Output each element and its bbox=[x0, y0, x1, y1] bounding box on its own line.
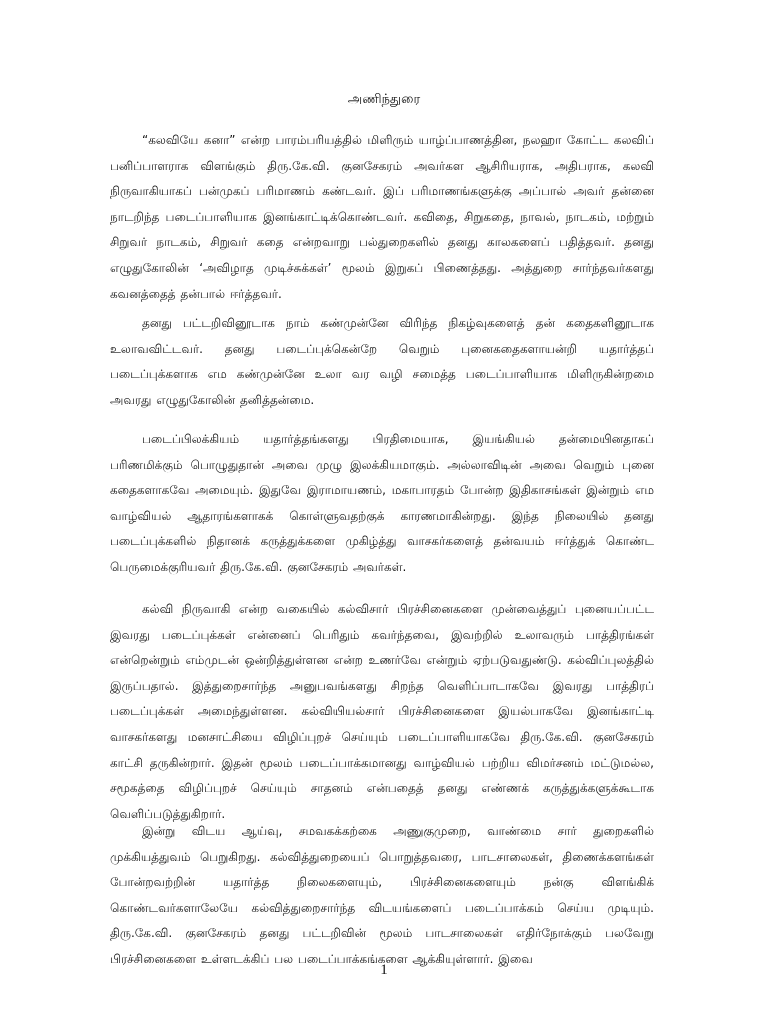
page-number: 1 bbox=[380, 962, 388, 978]
paragraph-4: கல்வி நிருவாகி என்ற வகையில் கல்விசார் பிரச்சினைகளை முன்வைத்துப் புனையப்பட்ட இவரது படைப்புக்கள் என்னைப் பெரிதும் கவர்ந்தவை, இவற்றில் உலாவரும் பாத்திரங்கள் என்றென்றும் எம்முடன் ஒன்றித்துள்ளன என்ற உணர்வே என்றும் ஏற்படுவதுண்டு. கல்விப்புலத்தில் இருப்பதால். இத்துறைசார்ந்த அனுபவங்களது சிறந்த வெளிப்பாடாகவே இவரது பாத்திரப் படைப்புக்கள் அமைந்துள்ளன. கல்வியியல்சார் பிரச்சினைகளை இயல்பாகவே இனங்காட்டி வாசகர்களது மனசாட்சியை விழிப்புறச் செய்யும் படைப்பாளியாகவே திரு.கே.வி. குனசேகரம் காட்சி தருகின்றார். இதன் மூலம் படைப்பாக்கமானது வாழ்வியல் பற்றிய விமர்சனம் மட்டுமல்ல, சமூகத்தை விழிப்புறச் செய்யும் சாதனம் என்பதைத் தனது எண்ணக் கருத்துக்களுக்கூடாக வெளிப்படுத்துகிறார். bbox=[110, 602, 654, 821]
paragraph-5: இன்று விடய ஆய்வு, சமவகக்கற்கை அணுகுமுறை, வாண்மை சார் துறைகளில் முக்கியத்துவம் பெறுகிறது. கல்வித்துறையைப் பொறுத்தவரை, பாடசாலைகள், திணைக்களங்கள் போன்றவற்றின் யதார்த்த நிலைகளையும், பிரச்சினைகளையும் நன்கு விளங்கிக் கொண்டவர்களாலேயே கல்வித்துறைசார்ந்த விடயங்களைப் படைப்பாக்கம் செய்ய முடியும். திரு.கே.வி. குனசேகரம் தனது பட்டறிவின் மூலம் பாடசாலைகள் எதிர்நோக்கும் பலவேறு பிரச்சினைகளை உள்ளடக்கிப் பல படைப்பாக்கங்களை ஆக்கியுள்ளார். இவை bbox=[110, 824, 654, 966]
paragraph-1: “கலவியே கனா” என்ற பாரம்பரியத்தில் மிளிரும் யாழ்ப்பாணத்தின, நலஹா கோட்ட கலவிப் பனிப்பாளராக விளங்கும் திரு.கே.வி. குனசேகரம் அவர்கள ஆசிரியராக, அதிபராக, கலவி நிருவாகியாகப் பன்முகப் பரிமாணம் கண்டவர். இப் பரிமாணங்களுக்கு அப்பால் அவர் தன்னை நாடறிந்த படைப்பாளியாக இனங்காட்டிக்கொண்டவர். கவிதை, சிறுகதை, நாவல், நாடகம், மற்றும் சிறுவர் நாடகம், சிறுவர் கதை என்றவாறு பல்துறைகளில் தனது காலகளைப் பதித்தவர். தனது எழுதுகோலின் ‘அவிழாத முடிச்சுக்கள்’ மூலம் இறுகப் பிணைத்தது. அத்துறை சார்ந்தவர்களது கவனத்தைத் தன்பால் ஈர்த்தவர். bbox=[110, 133, 654, 301]
paragraph-3: படைப்பிலக்கியம் யதார்த்தங்களது பிரதிமையாக, இயங்கியல் தன்மையினதாகப் பரிணமிக்கும் பொழுதுதான் அவை முழு இலக்கியமாகும். அல்லாவிடின் அவை வெறும் புனை கதைகளாகவே அமையும். இதுவே இராமாயணம், மகாபாரதம் போன்ற இதிகாசங்கள் இன்றும் எம வாழ்வியல் ஆதாரங்களாகக் கொள்ளுவதற்குக் காரணமாகின்றது. இந்த நிலையில் தனது படைப்புக்களில் நிதானக் கருத்துக்களை முகிழ்த்து வாசகர்களைத் தன்வயம் ஈர்த்துக் கொண்ட பெருமைக்குரியவர் திரு.கே.வி. குனசேகரம் அவர்கள். bbox=[110, 432, 654, 574]
page-title: அணிந்துரை bbox=[347, 92, 421, 107]
paragraph-2: தனது பட்டறிவினூடாக நாம் கண்முன்னே விரிந்த நிகழ்வுகளைத் தன் கதைகளினூடாக உலாவவிட்டவர். தனது படைப்புக்கென்றே வெறும் புனைகதைகளாயன்றி யதார்த்தப் படைப்புக்களாக எம கண்முன்னே உலா வர வழி சமைத்த படைப்பாளியாக மிளிருகின்றமை அவரது எழுதுகோலின் தனித்தன்மை. bbox=[110, 316, 654, 407]
